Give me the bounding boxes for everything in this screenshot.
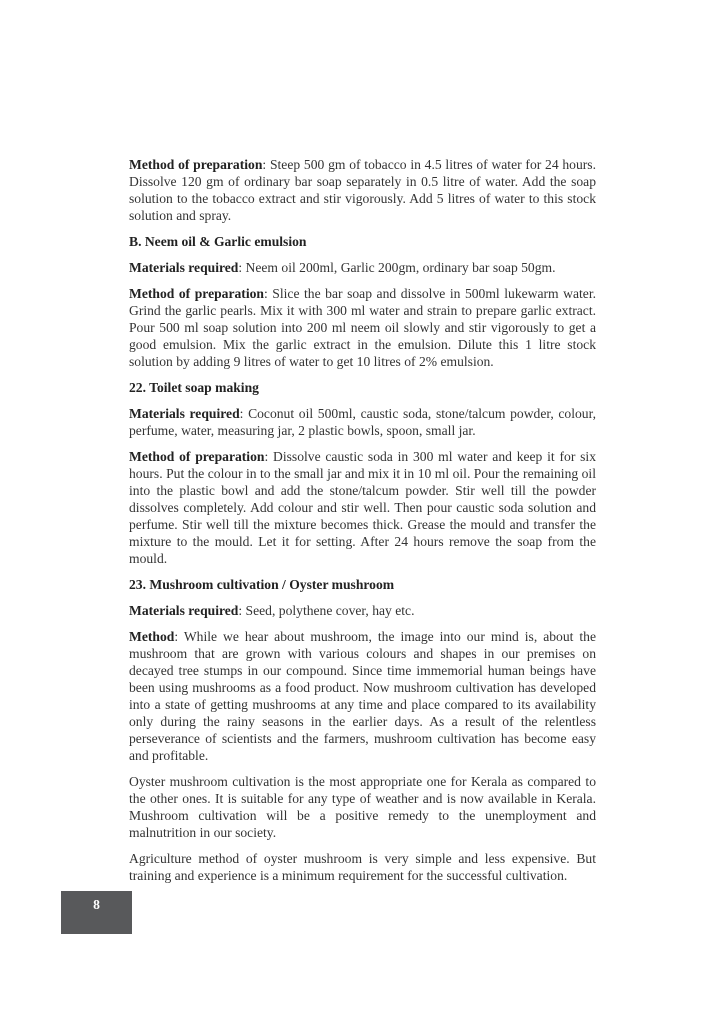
paragraph-tobacco-preparation bbox=[129, 156, 596, 224]
paragraph-soap-materials bbox=[129, 405, 596, 439]
section-heading-mushroom: 23. Mushroom cultivation / Oyster mushroom bbox=[129, 577, 395, 592]
paragraph-mushroom-materials bbox=[129, 602, 596, 619]
paragraph-oyster-kerala bbox=[129, 773, 596, 841]
paragraph-text: Oyster mushroom cultivation is the most appropriate one for Kerala as compared to the other ones. It is suitable for any type of weather and is now available in Kerala. Mushroom cultivation will be a positive remedy to the unemployment and malnutrition in our society. bbox=[129, 774, 596, 840]
page-content bbox=[129, 156, 596, 893]
paragraph-soap-preparation bbox=[129, 448, 596, 567]
page-number-box bbox=[61, 891, 132, 934]
paragraph-lead: Materials required bbox=[129, 603, 239, 618]
paragraph-text: Agriculture method of oyster mushroom is very simple and less expensive. But training and experience is a minimum requirement for the successful cultivation. bbox=[129, 851, 596, 883]
paragraph-mushroom-method bbox=[129, 628, 596, 764]
paragraph-text: : Slice the bar soap and dissolve in 500ml lukewarm water. Grind the garlic pearls. Mix it with 300 ml water and strain to prepare garlic extract. Pour 500 ml soap solution into 200 ml neem oil slowly and stir vigorously to get a good emulsion. Mix the garlic extract in the emulsion. Dilute this 1 litre stock solution by adding 9 litres of water to get 10 litres of 2% emulsion. bbox=[129, 286, 596, 369]
paragraph-lead: Method of preparation bbox=[129, 286, 264, 301]
paragraph-text: : Steep 500 gm of tobacco in 4.5 litres of water for 24 hours. Dissolve 120 gm of ordinary bar soap separately in 0.5 litre of water. Add the soap solution to the tobacco extract and stir vigorously. Add 5 litres of water to this stock solution and spray. bbox=[129, 157, 596, 223]
section-heading-toilet-soap: 22. Toilet soap making bbox=[129, 380, 259, 395]
paragraph-lead: Materials required bbox=[129, 406, 240, 421]
paragraph-text: : Coconut oil 500ml, caustic soda, stone/talcum powder, colour, perfume, water, measuring jar, 2 plastic bowls, spoon, small jar. bbox=[129, 406, 596, 438]
paragraph-lead: Materials required bbox=[129, 260, 239, 275]
paragraph-lead: Method of preparation bbox=[129, 449, 265, 464]
page-number: 8 bbox=[93, 897, 100, 912]
paragraph-lead: Method bbox=[129, 629, 175, 644]
paragraph-lead: Method of preparation bbox=[129, 157, 263, 172]
paragraph-neem-materials bbox=[129, 259, 596, 276]
paragraph-text: : Dissolve caustic soda in 300 ml water and keep it for six hours. Put the colour in to the small jar and mix it in 10 ml oil. Pour the remaining oil into the plastic bowl and add the stone/talcum powder. Stir well till the powder dissolves completely. Add colour and stir well. Then pour caustic soda solution and perfume. Stir well till the mixture becomes thick. Grease the mould and transfer the mixture to the mould. Let it for setting. After 24 hours remove the soap from the mould. bbox=[129, 449, 596, 566]
paragraph-neem-preparation bbox=[129, 285, 596, 370]
paragraph-oyster-method bbox=[129, 850, 596, 884]
paragraph-text: : Seed, polythene cover, hay etc. bbox=[238, 603, 415, 618]
paragraph-text: : Neem oil 200ml, Garlic 200gm, ordinary bar soap 50gm. bbox=[238, 260, 556, 275]
section-heading-neem-garlic: B. Neem oil & Garlic emulsion bbox=[129, 234, 307, 249]
paragraph-text: : While we hear about mushroom, the image into our mind is, about the mushroom that are grown with various colours and shapes in our premises on decayed tree stumps in our compound. Since time immemorial human beings have been using mushrooms as a food product. Now mushroom cultivation has developed into a state of getting mushrooms at any time and place compared to its availability only during the rainy seasons in the earlier days. As a result of the relentless perseverance of scientists and the farmers, mushroom cultivation has become easy and profitable. bbox=[129, 629, 596, 763]
